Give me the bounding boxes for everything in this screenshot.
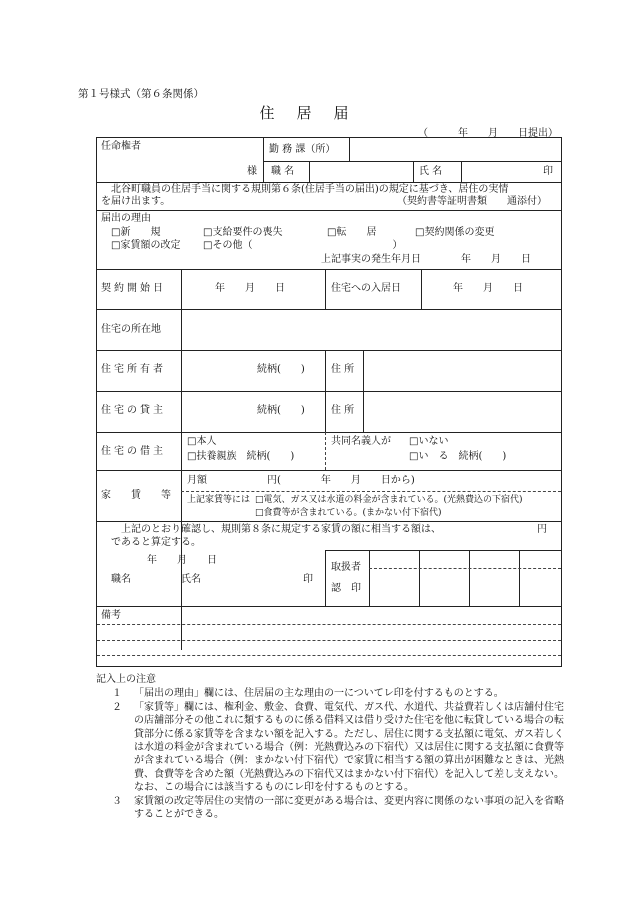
note-text: 「届出の理由」欄には、住居届の主な理由の一についてレ印を付するものとする。	[134, 688, 504, 700]
co-signer-label: 共同名義人が	[331, 436, 391, 447]
remarks-line[interactable]	[97, 640, 561, 641]
contract-start-label: 契約開始日	[101, 283, 166, 294]
divider	[421, 269, 422, 309]
divider	[97, 432, 561, 433]
handler-label: 取扱者	[331, 562, 361, 573]
note-text: 家賃額の改定等居住の実情の一部に変更がある場合は、変更内容に関係のない事項の記入を省略することができる。	[134, 795, 564, 821]
reason-other[interactable]: □その他（ ）	[203, 240, 403, 251]
confirm-yen: 円	[537, 524, 547, 535]
remarks-label: 備考	[101, 610, 121, 621]
move-in-label: 住宅への入居日	[331, 283, 401, 294]
confirm-line2: であると算定する。	[111, 537, 201, 548]
borrower-dependent[interactable]: □扶養親族 続柄( )	[187, 451, 295, 462]
co-signer-exists[interactable]: □い る 続柄( )	[409, 451, 507, 462]
divider	[519, 550, 520, 606]
divider	[97, 269, 561, 270]
owner-relation[interactable]: 続柄( )	[257, 364, 305, 375]
divider	[97, 182, 561, 183]
divider	[369, 550, 370, 606]
divider	[97, 521, 561, 522]
confirm-seal: 印	[303, 574, 313, 585]
seal-mark: 印	[543, 166, 553, 177]
contract-start-date[interactable]: 年 月 日	[215, 283, 285, 294]
divider	[413, 161, 414, 182]
confirm-line1: 上記のとおり確認し、規則第８条に規定する家賃の額に相当する額は、	[121, 524, 441, 535]
divider	[263, 161, 561, 162]
divider	[181, 491, 561, 492]
reason-contract[interactable]: □契約関係の変更	[415, 227, 495, 238]
sama-label: 様	[247, 166, 257, 177]
owner-label: 住宅所有者	[101, 364, 166, 375]
form-id: 第１号様式（第６条関係）	[78, 88, 204, 100]
reason-move[interactable]: □転 居	[327, 227, 377, 238]
divider	[97, 606, 561, 607]
lender-address-label: 住 所	[331, 405, 355, 416]
rent-label: 家 賃 等	[101, 490, 171, 501]
lender-relation[interactable]: 続柄( )	[257, 405, 305, 416]
notes-section	[96, 673, 566, 821]
divider	[419, 550, 420, 606]
divider	[325, 432, 326, 470]
divider	[97, 391, 561, 392]
co-signer-none[interactable]: □いない	[409, 436, 449, 447]
appointer-label: 任命権者	[101, 141, 141, 152]
page-title: 住居届	[259, 104, 371, 122]
divider	[325, 550, 326, 606]
divider	[97, 470, 561, 471]
post-label: 職 名	[271, 166, 295, 177]
approve-label: 認 印	[331, 583, 361, 594]
rent-meals[interactable]: □食費等が含まれている。(まかない付下宿代)	[255, 508, 442, 518]
rent-includes-label: 上記家賃等には	[187, 495, 251, 505]
reason-lose[interactable]: □支給要件の喪失	[203, 227, 283, 238]
divider	[325, 550, 561, 551]
confirm-post: 職名	[111, 574, 131, 585]
divider	[97, 309, 561, 310]
submit-date[interactable]: （ 年 月 日提出）	[418, 128, 558, 139]
dept-label: 勤 務 課（所）	[269, 144, 336, 155]
divider	[325, 269, 326, 309]
reason-label: 届出の理由	[101, 213, 151, 224]
label-column-divider	[181, 269, 182, 650]
note-number: ３	[112, 795, 122, 807]
divider	[97, 210, 561, 211]
occurrence-date[interactable]: 上記事実の発生年月日 年 月 日	[321, 254, 531, 265]
divider	[263, 138, 264, 182]
rent-utilities[interactable]: □電気、ガス又は水道の料金が含まれている。(光熱費込の下宿代)	[255, 495, 523, 505]
borrower-label: 住宅の借主	[101, 446, 166, 457]
owner-address-label: 住 所	[331, 364, 355, 375]
reason-rent[interactable]: □家賃額の改定	[111, 240, 181, 251]
remarks-line[interactable]	[97, 655, 561, 656]
note-item	[96, 701, 566, 795]
note-number: １	[112, 688, 122, 700]
divider	[309, 161, 310, 182]
divider	[97, 350, 561, 351]
lender-label: 住宅の貸主	[101, 405, 166, 416]
move-in-date[interactable]: 年 月 日	[453, 283, 523, 294]
form-frame	[96, 137, 562, 667]
divider	[349, 138, 350, 161]
note-item	[96, 687, 566, 700]
confirm-name: 氏名	[181, 574, 201, 585]
declaration-line1: 北谷町職員の住居手当に関する規則第６条(住居手当の届出)の規定に基づき、居住の実情	[111, 184, 509, 195]
note-number: ２	[112, 701, 122, 713]
location-label: 住宅の所在地	[101, 324, 161, 335]
note-item	[96, 795, 566, 822]
divider	[461, 161, 462, 182]
attach-note: （契約書等証明書類 通添付）	[397, 196, 547, 207]
borrower-self[interactable]: □本人	[187, 436, 217, 447]
confirm-date[interactable]: 年 月 日	[147, 555, 217, 566]
divider	[469, 550, 470, 606]
note-text: 「家賃等」欄には、権利金、敷金、食費、電気代、ガス代、水道代、共益費若しくは店舗付住宅の店舗部分その他これに類するものに係る借料又は借り受けた住宅を他に転貸している場合の転貸部分に係る家賃等を含まない額を記入する。ただし、居住に関する支払額に電気、ガス若しくは水道の料金が含まれている場合（例：光熱費込みの下宿代）又は居住に関する支払額に食費等が含まれている場合（例：まかない付下宿代）で家賃に相当する額の算出が困難なときは、光熱費、食費等を含めた額（光熱費込みの下宿代又はまかない付下宿代）を記入して差し支えない。なお、この場合には該当するものにレ印を付するものとする。	[134, 701, 564, 794]
name-label: 氏 名	[419, 166, 443, 177]
remarks-line[interactable]	[97, 624, 561, 625]
reason-new[interactable]: □新 規	[111, 227, 161, 238]
declaration-line2: を届け出ます。	[101, 196, 171, 207]
notes-heading: 記入上の注意	[96, 674, 156, 685]
rent-monthly[interactable]: 月額 円( 年 月 日から)	[187, 475, 415, 486]
divider	[369, 568, 561, 569]
